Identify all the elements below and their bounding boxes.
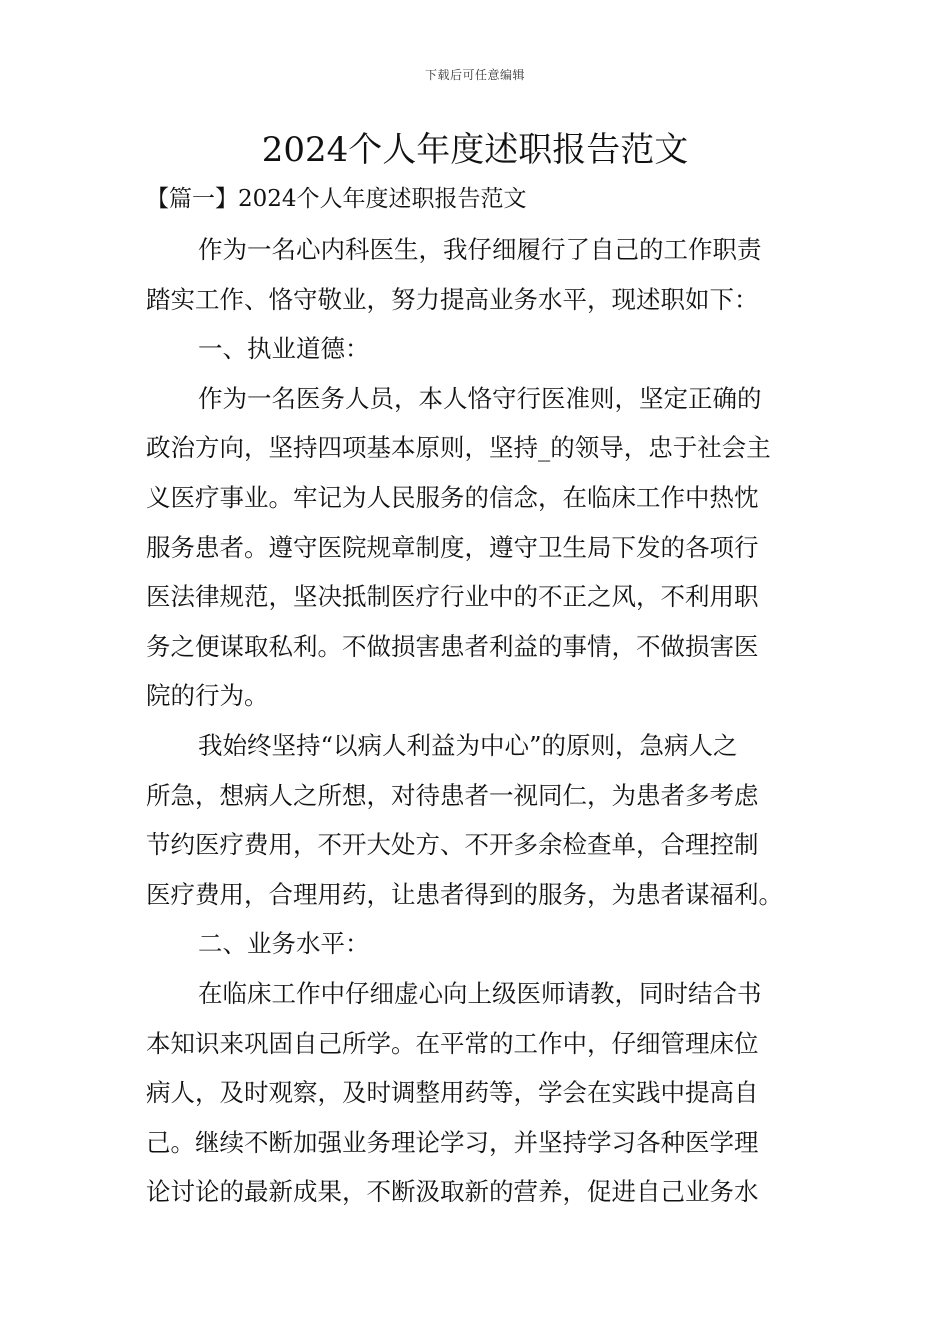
text-line: 论讨论的最新成果，不断汲取新的营养，促进自己业务水 <box>146 1177 759 1207</box>
text-line: 己。继续不断加强业务理论学习，并坚持学习各种医学理 <box>146 1127 759 1157</box>
header-note: 下载后可任意编辑 <box>424 68 525 82</box>
section-label: 【篇一】2024个人年度述职报告范文 <box>146 186 527 212</box>
text-line: 一、执业道德： <box>198 334 370 364</box>
text-line: 节约医疗费用，不开大处方、不开多余检查单，合理控制 <box>146 830 759 860</box>
body-text <box>146 225 808 1217</box>
text-line: 所急，想病人之所想，对待患者一视同仁，为患者多考虑 <box>146 780 759 810</box>
text-line: 义医疗事业。牢记为人民服务的信念，在临床工作中热忱 <box>146 482 759 512</box>
text-line: 作为一名心内科医生，我仔细履行了自己的工作职责 <box>198 235 762 264</box>
text-line: 病人，及时观察，及时调整用药等，学会在实践中提高自 <box>146 1078 759 1108</box>
text-line: 医法律规范，坚决抵制医疗行业中的不正之风，不利用职 <box>146 582 759 612</box>
text-line: 作为一名医务人员，本人恪守行医准则，坚定正确的 <box>198 383 762 413</box>
text-line: 本知识来巩固自己所学。在平常的工作中，仔细管理床位 <box>146 1028 759 1058</box>
text-line: 医疗费用，合理用药，让患者得到的服务，为患者谋福利。 <box>146 879 783 909</box>
text-line: 服务患者。遵守医院规章制度，遵守卫生局下发的各项行 <box>146 532 759 562</box>
text-line: 踏实工作、恪守敬业，努力提高业务水平，现述职如下： <box>146 284 759 314</box>
document-title: 2024个人年度述职报告范文 <box>261 130 689 170</box>
text-line: 二、业务水平： <box>198 929 370 959</box>
text-line: 政治方向，坚持四项基本原则，坚持_的领导，忠于社会主 <box>146 433 771 463</box>
text-line: 在临床工作中仔细虚心向上级医师请教，同时结合书 <box>198 978 762 1008</box>
text-line: 务之便谋取私利。不做损害患者利益的事情，不做损害医 <box>146 631 759 661</box>
text-line: 院的行为。 <box>146 681 269 711</box>
text-line: 我始终坚持“以病人利益为中心”的原则，急病人之 <box>198 730 738 760</box>
